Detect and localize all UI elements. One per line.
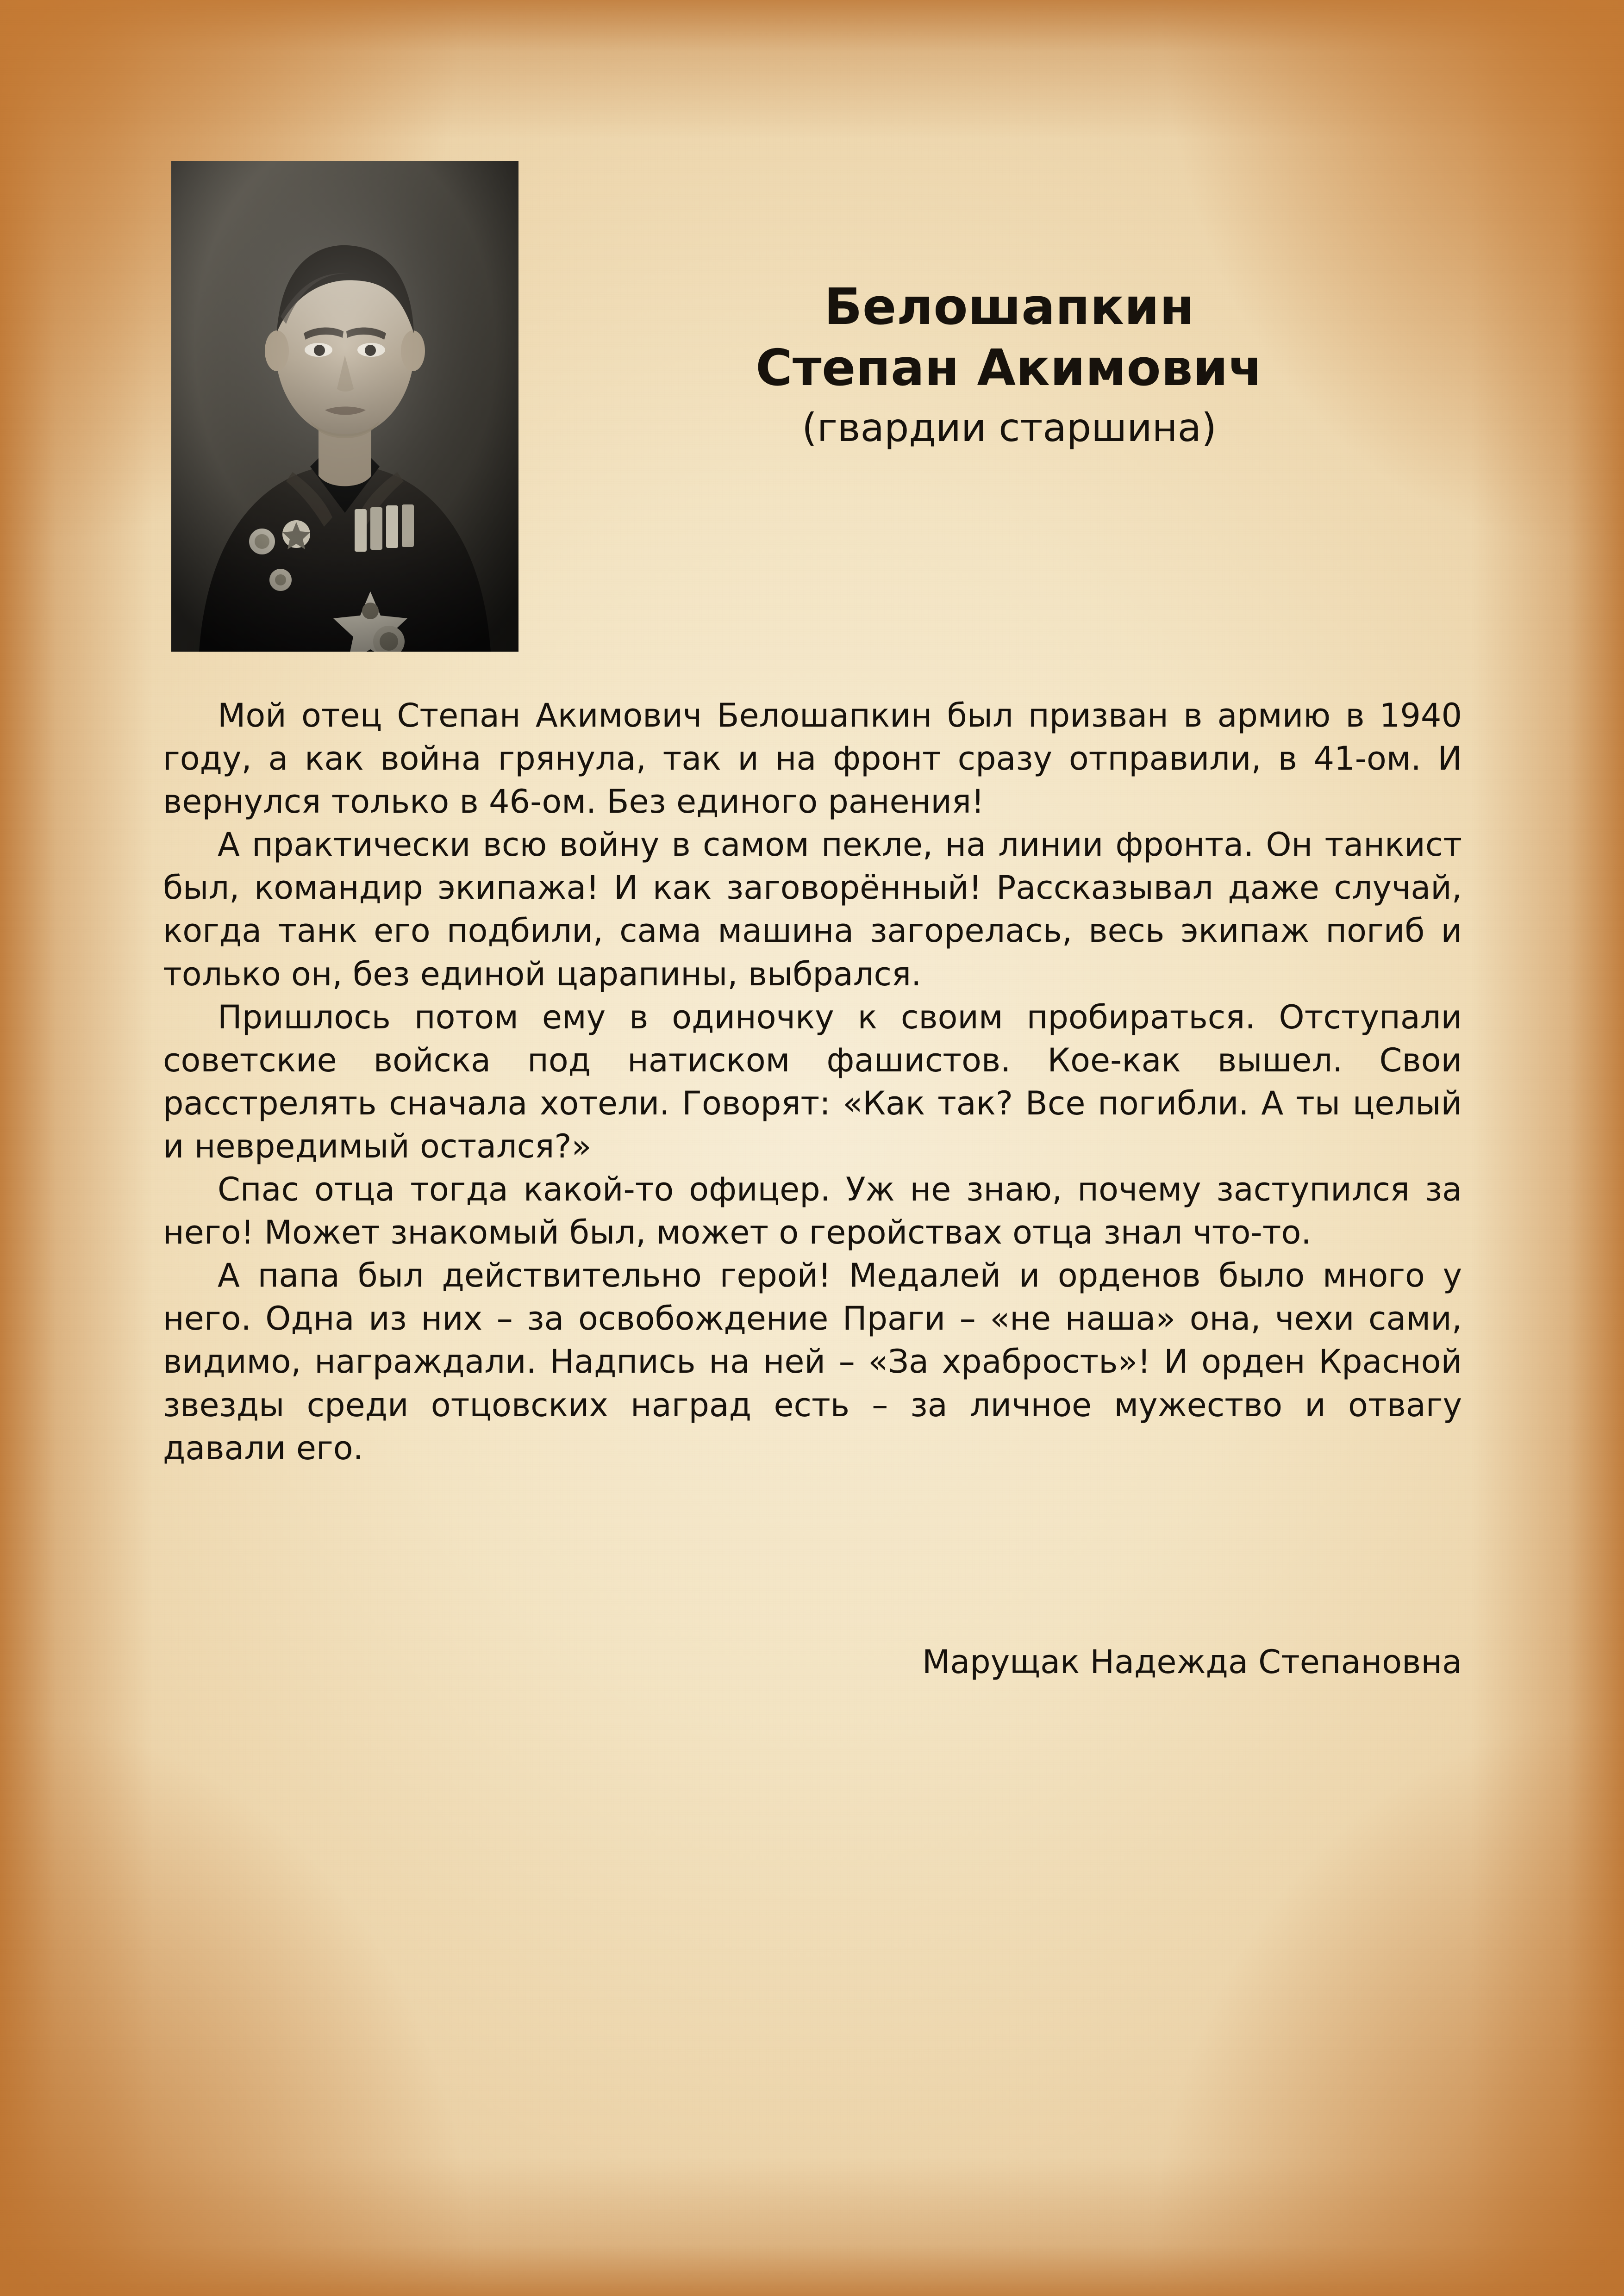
paragraph: А папа был действительно герой! Медалей и орденов было много у него. Одна из них – за освобождение Праги – «не наша» она, чехи сами, видимо, награждали. Надпись на ней – «За храбрость»! И орден Красной звезды среди отцовских наград есть – за личное мужество и отвагу давали его. <box>163 1257 1462 1467</box>
page-title-line-2: Степан Акимович <box>756 339 1263 397</box>
header-block <box>171 161 1458 661</box>
story-body <box>163 694 1462 1470</box>
title-block <box>560 277 1458 454</box>
author-signature: Марущак Надежда Степановна <box>922 1643 1462 1681</box>
soldier-portrait-photo <box>171 161 518 652</box>
paragraph: А практически всю войну в самом пекле, на линии фронта. Он танкист был, командир экипажа! И как заговорённый! Рассказывал даже случай, когда танк его подбили, сама машина загорелась, весь экипаж погиб и только он, без единой царапины, выбрался. <box>163 826 1462 993</box>
page-title-line-1: Белошапкин <box>824 278 1194 336</box>
paragraph: Спас отца тогда какой-то офицер. Уж не знаю, почему заступился за него! Может знакомый был, может о геройствах отца знал что-то. <box>163 1170 1462 1252</box>
paragraph: Пришлось потом ему в одиночку к своим пробираться. Отступали советские войска под натиском фашистов. Кое-как вышел. Свои расстрелять сначала хотели. Говорят: «Как так? Все погибли. А ты целый и невредимый остался?» <box>163 998 1462 1165</box>
rank-subtitle: (гвардии старшина) <box>802 404 1217 450</box>
paragraph: Мой отец Степан Акимович Белошапкин был призван в армию в 1940 году, а как война грянула, так и на фронт сразу отправили, в 41-ом. И вернулся только в 46-ом. Без единого ранения! <box>163 697 1462 821</box>
